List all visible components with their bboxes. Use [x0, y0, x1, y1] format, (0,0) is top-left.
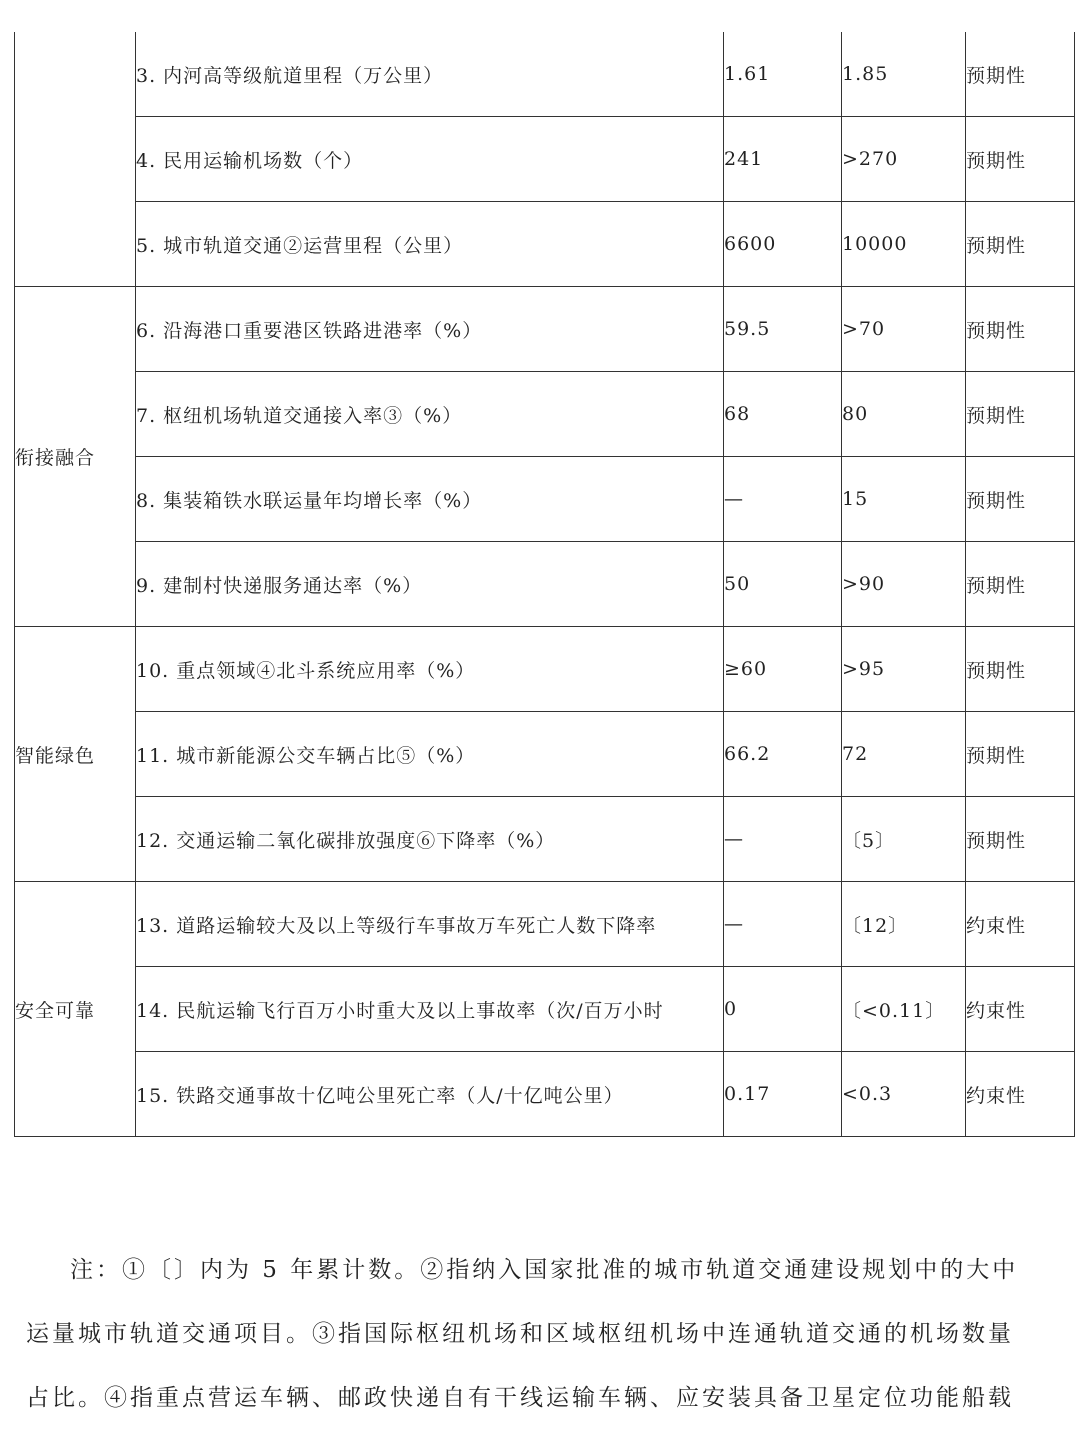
target-value: 〔5〕 [842, 797, 966, 882]
indicator-name: 7. 枢纽机场轨道交通接入率③（%） [136, 372, 724, 457]
target-value: <0.3 [842, 1052, 966, 1137]
category-cell-safe: 安全可靠 [15, 882, 136, 1137]
note-line-1: 注：①〔〕内为 5 年累计数。②指纳入国家批准的城市轨道交通建设规划中的大中 [70, 1257, 1019, 1283]
base-value: 59.5 [724, 287, 842, 372]
base-value: 0 [724, 967, 842, 1052]
indicator-type: 约束性 [966, 882, 1075, 967]
target-value: >270 [842, 117, 966, 202]
indicator-name: 5. 城市轨道交通②运营里程（公里） [136, 202, 724, 287]
indicator-type: 预期性 [966, 372, 1075, 457]
target-value: 15 [842, 457, 966, 542]
base-value: — [724, 797, 842, 882]
notes-section [0, 1238, 1080, 1430]
base-value: 50 [724, 542, 842, 627]
table-row [15, 967, 1075, 1052]
indicator-name: 10. 重点领域④北斗系统应用率（%） [136, 627, 724, 712]
table-row [15, 372, 1075, 457]
base-value: — [724, 457, 842, 542]
indicator-name: 3. 内河高等级航道里程（万公里） [136, 32, 724, 117]
base-value: 66.2 [724, 712, 842, 797]
indicator-type: 约束性 [966, 1052, 1075, 1137]
table-row [15, 1052, 1075, 1137]
indicator-type: 预期性 [966, 117, 1075, 202]
target-value: >95 [842, 627, 966, 712]
indicator-type: 预期性 [966, 457, 1075, 542]
indicator-type: 预期性 [966, 202, 1075, 287]
category-cell-link: 衔接融合 [15, 287, 136, 627]
indicator-type: 预期性 [966, 712, 1075, 797]
indicator-type: 预期性 [966, 627, 1075, 712]
table-row [15, 457, 1075, 542]
note-line-3: 占比。④指重点营运车辆、邮政快递自有干线运输车辆、应安装具备卫星定位功能船载 [26, 1385, 1014, 1411]
indicator-name: 13. 道路运输较大及以上等级行车事故万车死亡人数下降率 [136, 882, 724, 967]
indicator-type: 约束性 [966, 967, 1075, 1052]
target-value: 〔12〕 [842, 882, 966, 967]
table-row [15, 542, 1075, 627]
note-line-2: 运量城市轨道交通项目。③指国际枢纽机场和区域枢纽机场中连通轨道交通的机场数量 [26, 1321, 1014, 1347]
indicator-type: 预期性 [966, 32, 1075, 117]
target-value: 〔<0.11〕 [842, 967, 966, 1052]
table-row [15, 882, 1075, 967]
indicator-name: 8. 集装箱铁水联运量年均增长率（%） [136, 457, 724, 542]
category-cell-blank [15, 32, 136, 287]
indicator-type: 预期性 [966, 287, 1075, 372]
base-value: — [724, 882, 842, 967]
indicator-name: 11. 城市新能源公交车辆占比⑤（%） [136, 712, 724, 797]
table-row [15, 712, 1075, 797]
table-row [15, 117, 1075, 202]
table-row [15, 202, 1075, 287]
base-value: 0.17 [724, 1052, 842, 1137]
base-value: 241 [724, 117, 842, 202]
base-value: 6600 [724, 202, 842, 287]
target-value: 1.85 [842, 32, 966, 117]
target-value: >90 [842, 542, 966, 627]
category-cell-smart: 智能绿色 [15, 627, 136, 882]
indicator-name: 12. 交通运输二氧化碳排放强度⑥下降率（%） [136, 797, 724, 882]
indicator-name: 4. 民用运输机场数（个） [136, 117, 724, 202]
indicator-table [14, 32, 1075, 1137]
base-value: 1.61 [724, 32, 842, 117]
target-value: 80 [842, 372, 966, 457]
table-row [15, 32, 1075, 117]
table-row [15, 797, 1075, 882]
table-row [15, 627, 1075, 712]
indicator-type: 预期性 [966, 542, 1075, 627]
indicator-name: 14. 民航运输飞行百万小时重大及以上事故率（次/百万小时 [136, 967, 724, 1052]
indicator-name: 9. 建制村快递服务通达率（%） [136, 542, 724, 627]
indicator-type: 预期性 [966, 797, 1075, 882]
indicator-name: 6. 沿海港口重要港区铁路进港率（%） [136, 287, 724, 372]
target-value: 72 [842, 712, 966, 797]
base-value: ≥60 [724, 627, 842, 712]
indicator-name: 15. 铁路交通事故十亿吨公里死亡率（人/十亿吨公里） [136, 1052, 724, 1137]
target-value: >70 [842, 287, 966, 372]
base-value: 68 [724, 372, 842, 457]
target-value: 10000 [842, 202, 966, 287]
table-row [15, 287, 1075, 372]
